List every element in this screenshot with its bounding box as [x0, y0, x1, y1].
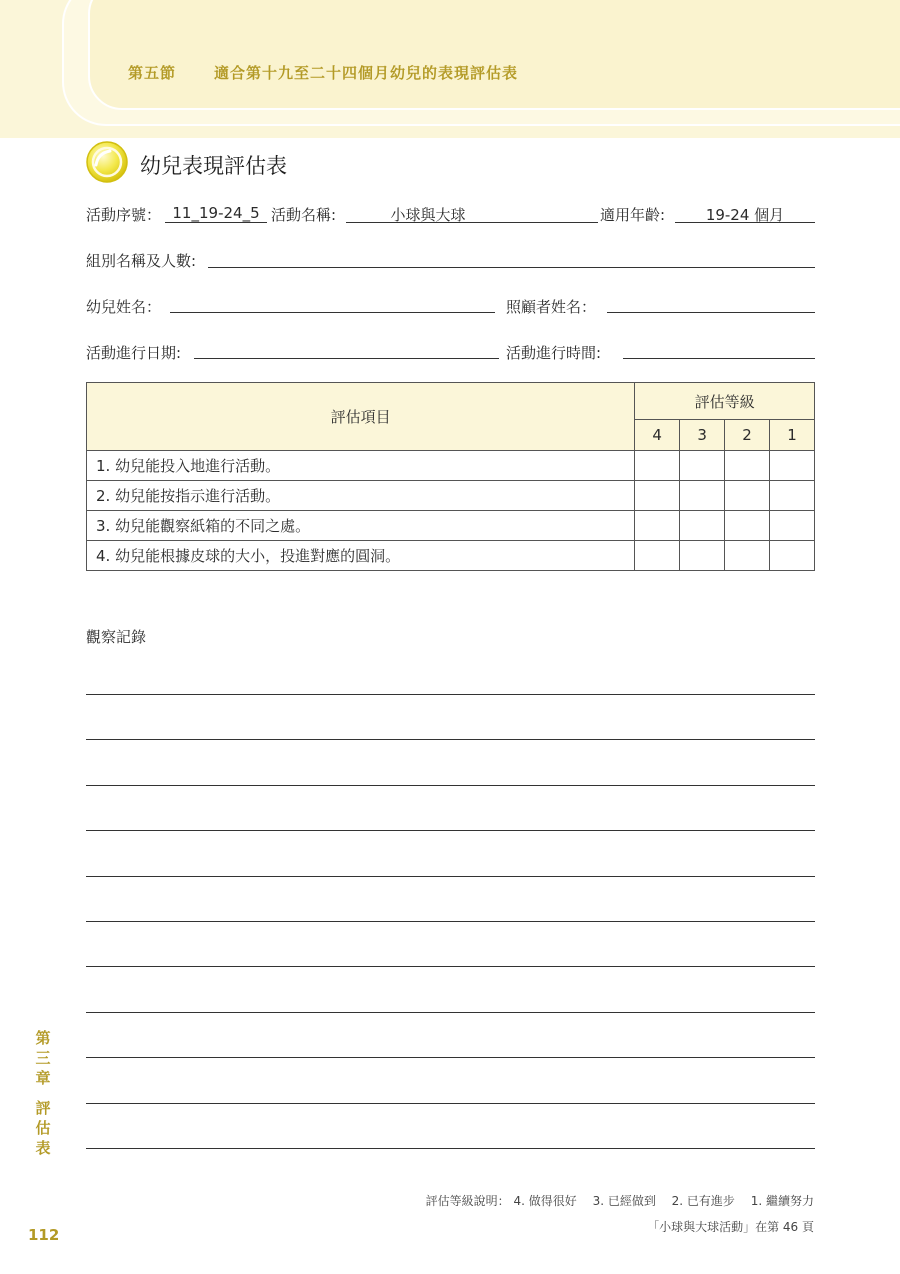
- chapter-label: [32, 1028, 54, 1088]
- header-tab-inner: [88, 0, 900, 110]
- evaluation-table: [86, 382, 815, 571]
- chapter-sidebar: [32, 1028, 54, 1158]
- grade-cell[interactable]: [635, 481, 680, 511]
- grade-cell[interactable]: [770, 451, 815, 481]
- activity-no-line: [165, 222, 267, 223]
- child-name-label: 幼兒姓名：: [86, 298, 162, 316]
- grade-1-header: 1: [770, 420, 815, 451]
- grade-cell[interactable]: [680, 511, 725, 541]
- item-header: 評估項目: [87, 383, 635, 451]
- activity-no-value: 11_19-24_5: [172, 204, 260, 222]
- grade-2-header: 2: [725, 420, 770, 451]
- grade-4-header: 4: [635, 420, 680, 451]
- activity-no-label: 活動序號：: [86, 206, 162, 224]
- grade-cell[interactable]: [725, 451, 770, 481]
- table-row: [87, 481, 815, 511]
- date-label: 活動進行日期:: [86, 344, 182, 362]
- date-line[interactable]: [194, 358, 499, 359]
- activity-reference: 「小球與大球活動」在第 46 頁: [647, 1220, 814, 1234]
- chapter-name: [32, 1098, 54, 1158]
- note-line[interactable]: [86, 785, 815, 786]
- grade-cell[interactable]: [770, 481, 815, 511]
- grade-cell[interactable]: [725, 511, 770, 541]
- sidebar-char: 章: [35, 1069, 51, 1087]
- yellow-circle-icon: [86, 141, 128, 183]
- grade-cell[interactable]: [770, 541, 815, 571]
- table-row: [87, 451, 815, 481]
- sidebar-char: 估: [35, 1119, 51, 1137]
- time-label: 活動進行時間:: [506, 344, 602, 362]
- sidebar-char: 表: [35, 1139, 51, 1157]
- section-title: 適合第十九至二十四個月幼兒的表現評估表: [214, 64, 519, 82]
- grade-cell[interactable]: [725, 541, 770, 571]
- grade-cell[interactable]: [680, 481, 725, 511]
- grade-3-header: 3: [680, 420, 725, 451]
- form-title: 幼兒表現評估表: [140, 154, 287, 178]
- note-line[interactable]: [86, 966, 815, 967]
- note-line[interactable]: [86, 739, 815, 740]
- sidebar-char: 評: [35, 1099, 51, 1117]
- row-item-text: 3. 幼兒能觀察紙箱的不同之處。: [87, 511, 635, 541]
- group-label: 組別名稱及人數:: [86, 252, 197, 270]
- grade-cell[interactable]: [725, 481, 770, 511]
- sidebar-char: 三: [35, 1049, 51, 1067]
- grade-cell[interactable]: [680, 451, 725, 481]
- grade-cell[interactable]: [635, 511, 680, 541]
- grade-cell[interactable]: [680, 541, 725, 571]
- child-name-line[interactable]: [170, 312, 495, 313]
- sidebar-char: 第: [35, 1029, 51, 1047]
- page-number: 112: [28, 1226, 60, 1244]
- carer-name-line[interactable]: [607, 312, 815, 313]
- activity-name-label: 活動名稱:: [271, 206, 337, 224]
- note-line[interactable]: [86, 1012, 815, 1013]
- grade-cell[interactable]: [635, 451, 680, 481]
- row-item-text: 2. 幼兒能按指示進行活動。: [87, 481, 635, 511]
- note-line[interactable]: [86, 694, 815, 695]
- row-item-text: 1. 幼兒能投入地進行活動。: [87, 451, 635, 481]
- time-line[interactable]: [623, 358, 815, 359]
- grade-legend: 評估等級說明： 4. 做得很好 3. 已經做到 2. 已有進步 1. 繼續努力: [425, 1194, 814, 1208]
- notes-label: 觀察記錄: [86, 628, 147, 646]
- table-row: [87, 541, 815, 571]
- age-value: 19-24 個月: [705, 206, 785, 224]
- age-label: 適用年齡:: [600, 206, 666, 224]
- note-line[interactable]: [86, 1057, 815, 1058]
- activity-name-value: 小球與大球: [390, 206, 466, 224]
- note-line[interactable]: [86, 830, 815, 831]
- note-line[interactable]: [86, 921, 815, 922]
- table-row: [87, 511, 815, 541]
- note-line[interactable]: [86, 876, 815, 877]
- grade-cell[interactable]: [770, 511, 815, 541]
- grade-cell[interactable]: [635, 541, 680, 571]
- carer-name-label: 照顧者姓名：: [506, 298, 597, 316]
- note-line[interactable]: [86, 1103, 815, 1104]
- grade-header: 評估等級: [635, 383, 815, 420]
- row-item-text: 4. 幼兒能根據皮球的大小，投進對應的圓洞。: [87, 541, 635, 571]
- section-label: 第五節: [128, 64, 177, 82]
- group-line[interactable]: [208, 267, 815, 268]
- note-line[interactable]: [86, 1148, 815, 1149]
